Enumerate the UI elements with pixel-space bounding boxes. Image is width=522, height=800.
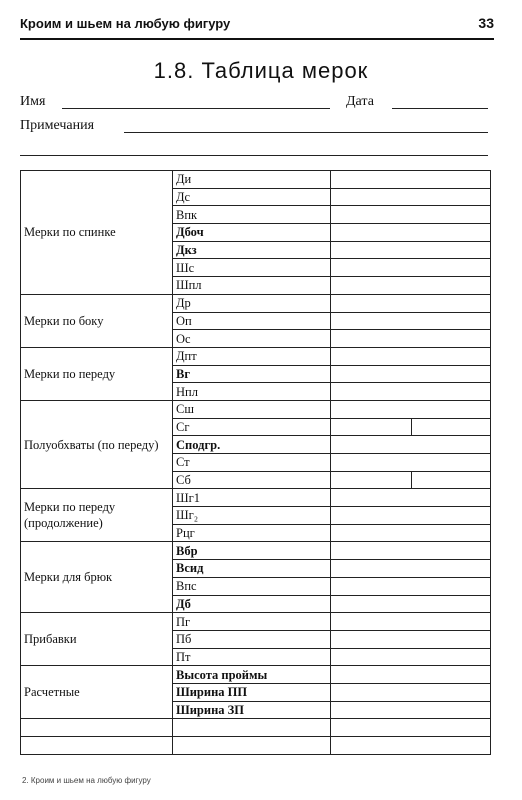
table-row	[21, 613, 491, 631]
value-cell[interactable]	[331, 560, 491, 578]
value-cell[interactable]	[331, 277, 491, 295]
measurements-table	[20, 170, 491, 755]
measure-code: Дб	[173, 595, 331, 613]
value-cell[interactable]	[331, 577, 491, 595]
table-row	[21, 737, 491, 755]
measure-code: Впс	[173, 577, 331, 595]
measure-code: Вг	[173, 365, 331, 383]
group-label	[21, 719, 173, 737]
running-head	[20, 14, 494, 36]
measure-code: Пб	[173, 630, 331, 648]
name-field[interactable]	[62, 108, 330, 109]
table-row	[21, 542, 491, 560]
value-cell[interactable]	[331, 188, 491, 206]
date-label: Дата	[346, 94, 374, 109]
measure-code	[173, 719, 331, 737]
measure-code: Дс	[173, 188, 331, 206]
value-cell[interactable]	[331, 613, 491, 631]
measure-code: Сш	[173, 400, 331, 418]
value-cell[interactable]	[331, 400, 491, 418]
value-cell[interactable]	[331, 719, 491, 737]
group-label: Прибавки	[21, 613, 173, 666]
table-row	[21, 171, 491, 189]
group-label: Мерки для брюк	[21, 542, 173, 613]
value-cell[interactable]	[331, 507, 491, 525]
notes-field-line-2[interactable]	[20, 155, 488, 156]
value-cell[interactable]	[331, 737, 491, 755]
measure-code: Ширина ЗП	[173, 701, 331, 719]
running-head-title: Кроим и шьем на любую фигуру	[20, 16, 231, 31]
measure-code: Шг₂	[173, 507, 331, 525]
table-row	[21, 400, 491, 418]
measure-code: Вбр	[173, 542, 331, 560]
name-label: Имя	[20, 94, 46, 109]
measure-code: Ос	[173, 330, 331, 348]
value-cell[interactable]	[331, 630, 491, 648]
value-cell[interactable]	[331, 347, 491, 365]
measure-code: Нпл	[173, 383, 331, 401]
group-label: Расчетные	[21, 666, 173, 719]
measure-code: Пт	[173, 648, 331, 666]
value-cell[interactable]	[331, 312, 491, 330]
measure-code: Всид	[173, 560, 331, 578]
value-cell[interactable]	[331, 436, 491, 454]
notes-field[interactable]	[124, 132, 488, 133]
value-cell[interactable]	[331, 683, 491, 701]
value-cell[interactable]	[331, 171, 491, 189]
group-label: Полуобхваты (по переду)	[21, 400, 173, 488]
measure-code: Шс	[173, 259, 331, 277]
value-cell[interactable]	[331, 524, 491, 542]
value-cell[interactable]	[331, 259, 491, 277]
table-row	[21, 347, 491, 365]
value-cell[interactable]	[331, 294, 491, 312]
measure-code: Дкз	[173, 241, 331, 259]
page-number: 33	[478, 15, 494, 31]
value-cell[interactable]	[331, 418, 491, 436]
value-cell[interactable]	[331, 365, 491, 383]
value-cell[interactable]	[331, 206, 491, 224]
measure-code: Шг1	[173, 489, 331, 507]
measure-code: Рцг	[173, 524, 331, 542]
group-label: Мерки по переду	[21, 347, 173, 400]
measure-code: Ширина ПП	[173, 683, 331, 701]
notes-label: Примечания	[20, 118, 95, 133]
header-rule	[20, 38, 494, 40]
measure-code: Шпл	[173, 277, 331, 295]
value-cell[interactable]	[331, 489, 491, 507]
value-cell[interactable]	[331, 666, 491, 684]
table-row	[21, 489, 491, 507]
group-label: Мерки по боку	[21, 294, 173, 347]
group-label: Мерки по переду (продолжение)	[21, 489, 173, 542]
measure-code: Впк	[173, 206, 331, 224]
value-cell[interactable]	[331, 701, 491, 719]
measure-code: Дбоч	[173, 224, 331, 242]
value-cell[interactable]	[331, 330, 491, 348]
measure-code: Др	[173, 294, 331, 312]
value-cell[interactable]	[331, 383, 491, 401]
measure-code: Ст	[173, 454, 331, 472]
measure-code: Сг	[173, 418, 331, 436]
value-cell[interactable]	[331, 471, 491, 489]
value-cell[interactable]	[331, 454, 491, 472]
measure-code: Сб	[173, 471, 331, 489]
value-cell[interactable]	[331, 241, 491, 259]
measure-code: Высота проймы	[173, 666, 331, 684]
value-cell[interactable]	[331, 595, 491, 613]
table-row	[21, 666, 491, 684]
measure-code: Ди	[173, 171, 331, 189]
page-title: 1.8. Таблица мерок	[153, 58, 369, 83]
measure-code: Сподгр.	[173, 436, 331, 454]
group-label	[21, 737, 173, 755]
value-cell[interactable]	[331, 224, 491, 242]
date-field[interactable]	[392, 108, 488, 109]
measure-code: Дпт	[173, 347, 331, 365]
table-row	[21, 719, 491, 737]
value-cell[interactable]	[331, 542, 491, 560]
measure-code: Пг	[173, 613, 331, 631]
measure-code: Оп	[173, 312, 331, 330]
footer-text: 2. Кроим и шьем на любую фигуру	[22, 776, 151, 785]
table-row	[21, 294, 491, 312]
value-cell[interactable]	[331, 648, 491, 666]
measure-code	[173, 737, 331, 755]
group-label: Мерки по спинке	[21, 171, 173, 295]
